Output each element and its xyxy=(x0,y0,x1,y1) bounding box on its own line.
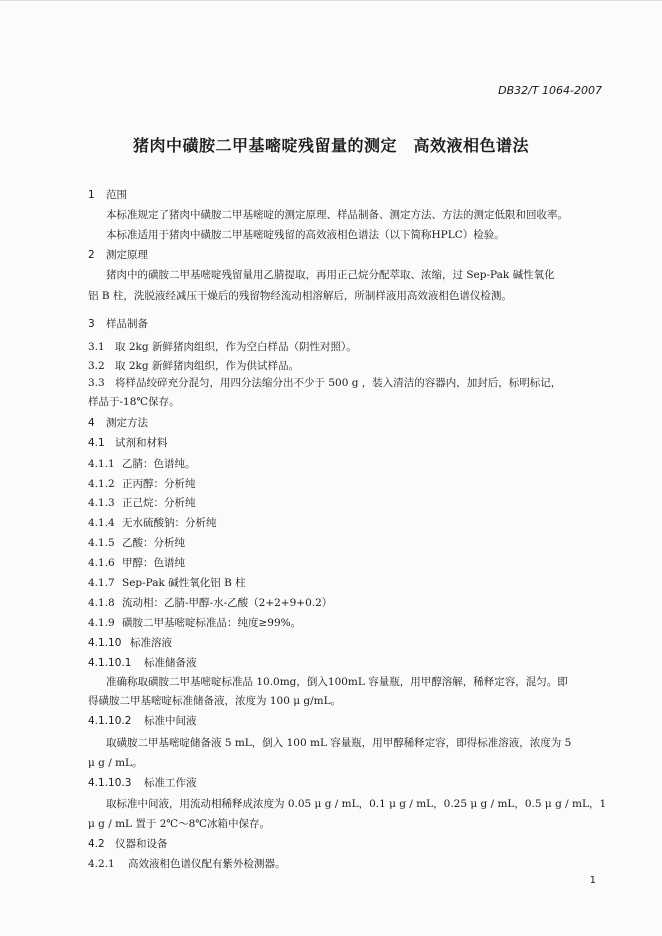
item-3-3: 3.3 将样品绞碎充分混匀，用四分法缩分出不少于 500 g ，装入清洁的容器内，加封后，标明标记， xyxy=(88,377,562,389)
item-4-1-10-2-line-2: μ g / mL。 xyxy=(88,757,143,769)
item-4-1-9: 4.1.9 磺胺二甲基嘧啶标准品：纯度≥99%。 xyxy=(88,617,302,629)
s2-line-1: 猪肉中的磺胺二甲基嘧啶残留量用乙腈提取，再用正己烷分配萃取、浓缩，过 Sep-Pak 碱性氧化 xyxy=(106,269,555,281)
item-4-1-2: 4.1.2 正丙醇：分析纯 xyxy=(88,478,196,490)
item-4-1-10-1: 4.1.10.1 标准储备液 xyxy=(88,657,197,669)
item-4-1-5: 4.1.5 乙酸：分析纯 xyxy=(88,537,185,549)
item-4-1-10-2-line-1: 取磺胺二甲基嘧啶储备液 5 mL，倒入 100 mL 容量瓶，用甲醇稀释定容，即得标准溶液，浓度为 5 xyxy=(106,737,572,749)
item-4-1-10-3: 4.1.10.3 标准工作液 xyxy=(88,777,197,789)
item-3-1: 3.1 取 2kg 新鲜猪肉组织，作为空白样品（阴性对照）。 xyxy=(88,341,357,353)
item-4-1-10: 4.1.10 标准溶液 xyxy=(88,637,172,649)
document-title: 猪肉中磺胺二甲基嘧啶残留量的测定 高效液相色谱法 xyxy=(132,136,529,155)
s1-paragraph-1: 本标准规定了猪肉中磺胺二甲基嘧啶的测定原理、样品制备、测定方法、方法的测定低限和回收率。 xyxy=(106,209,568,221)
item-4-1-10-1-line-2: 得磺胺二甲基嘧啶标准储备液，浓度为 100 μ g/mL。 xyxy=(88,695,342,707)
section-4-1-heading: 4.1 试剂和材料 xyxy=(88,437,168,449)
item-4-1-10-3-line-2: μ g / mL 置于 2℃～8℃冰箱中保存。 xyxy=(88,818,271,830)
scan-edge xyxy=(0,0,662,1)
section-1-heading: 1 范围 xyxy=(88,189,127,201)
item-4-1-4: 4.1.4 无水硫酸钠：分析纯 xyxy=(88,517,217,529)
item-3-3-continued: 样品于-18℃保存。 xyxy=(88,396,180,408)
section-4-2-heading: 4.2 仪器和设备 xyxy=(88,838,168,850)
section-2-heading: 2 测定原理 xyxy=(88,249,148,261)
s1-paragraph-2: 本标准适用于猪肉中磺胺二甲基嘧啶残留的高效液相色谱法（以下简称HPLC）检验。 xyxy=(106,229,505,241)
item-4-1-8: 4.1.8 流动相：乙腈-甲醇-水-乙酸（2+2+9+0.2） xyxy=(88,597,333,609)
item-4-1-10-1-line-1: 准确称取磺胺二甲基嘧啶标准品 10.0mg，倒入100mL 容量瓶，用甲醇溶解，稀释定容，混匀。即 xyxy=(106,676,568,688)
item-4-1-7: 4.1.7 Sep-Pak 碱性氧化铝 B 柱 xyxy=(88,577,246,589)
section-4-heading: 4 测定方法 xyxy=(88,417,148,429)
item-3-2: 3.2 取 2kg 新鲜猪肉组织，作为供试样品。 xyxy=(88,360,299,372)
page-number: 1 xyxy=(589,875,596,886)
standard-code: DB32/T 1064-2007 xyxy=(498,84,602,97)
item-4-1-3: 4.1.3 正己烷：分析纯 xyxy=(88,497,196,509)
item-4-2-1: 4.2.1 高效液相色谱仪配有紫外检测器。 xyxy=(88,858,286,870)
item-4-1-10-2: 4.1.10.2 标准中间液 xyxy=(88,715,197,727)
item-4-1-6: 4.1.6 甲醇：色谱纯 xyxy=(88,557,185,569)
s2-line-2: 铝 B 柱，洗脱液经减压干燥后的残留物经流动相溶解后，所制样液用高效液相色谱仪检测。 xyxy=(88,290,512,302)
item-4-1-1: 4.1.1 乙腈：色谱纯。 xyxy=(88,458,196,470)
item-4-1-10-3-line-1: 取标准中间液，用流动相稀释成浓度为 0.05 μ g / mL，0.1 μ g / mL，0.25 μ g / mL，0.5 μ g / mL，1 xyxy=(106,798,607,810)
section-3-heading: 3 样品制备 xyxy=(88,318,148,330)
